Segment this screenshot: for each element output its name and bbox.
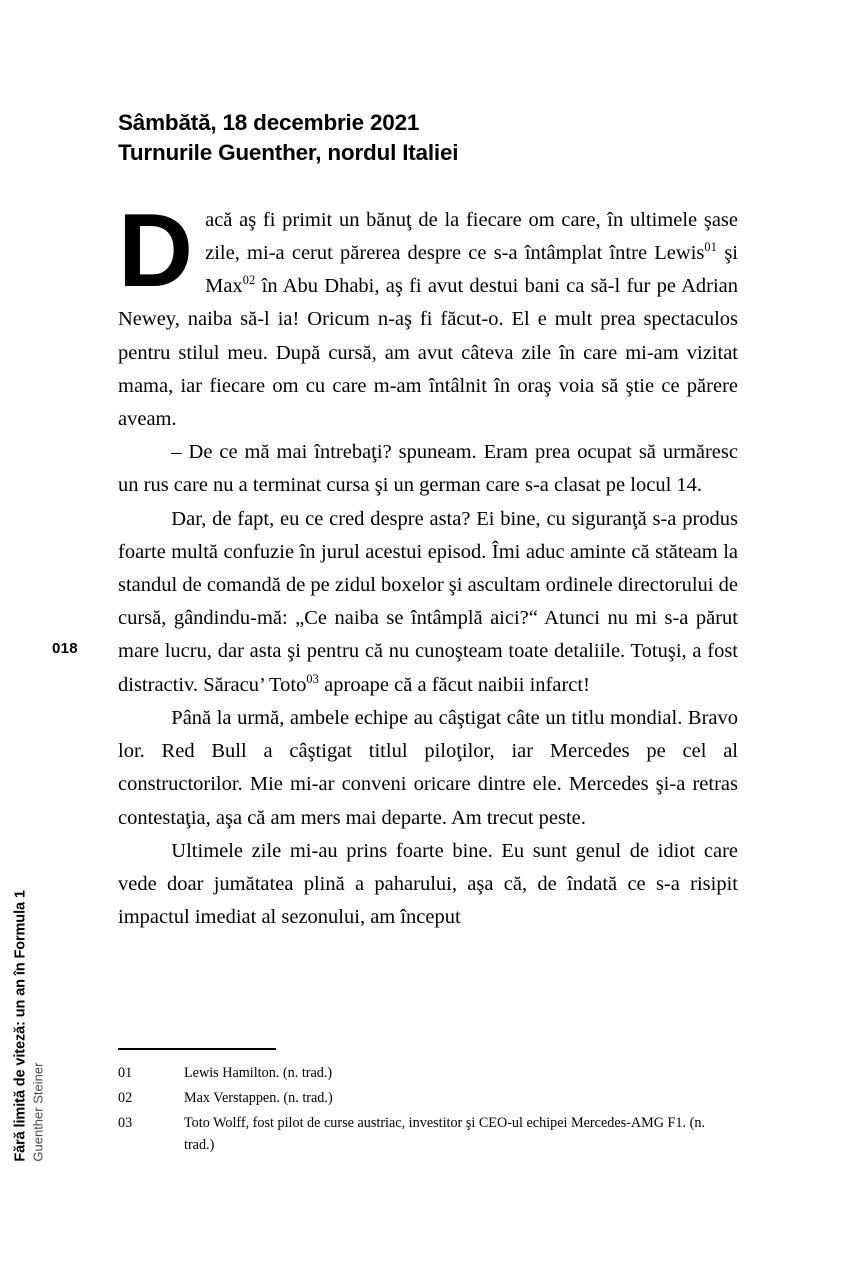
running-head-book-title: Fără limită de viteză: un an în Formula 1 <box>12 890 29 1162</box>
footnote-item <box>118 1087 738 1109</box>
paragraph-3 <box>118 503 738 702</box>
footnote-number: 02 <box>118 1089 133 1106</box>
page-title-location: Turnurile Guenther, nordul Italiei <box>118 139 459 165</box>
footnote-number: 03 <box>118 1114 133 1131</box>
footnote-ref-01: 01 <box>704 240 718 255</box>
page-number: 018 <box>52 640 78 657</box>
footnote-ref-02: 02 <box>242 273 256 288</box>
paragraph-1-part-2: şi Max <box>205 242 738 298</box>
paragraph-1-part-3: în Abu Dhabi, aş fi avut destui bani ca să-l fur pe Adrian Newey, naiba să-l ia! Oricum n-aş fi făcut-o. El e mult prea spectaculos pentru stilul meu. După cursă, am avut câteva zile în care mi-am vizitat mama, iar fiecare om cu care m-am întâlnit în oraş voia să ştie ce părere aveam. <box>118 275 738 431</box>
paragraph-4: Până la urmă, ambele echipe au câştigat câte un titlu mondial. Bravo lor. Red Bull a câştigat titlul piloţilor, iar Mercedes pe cel al constructorilor. Mie mi-ar conveni oricare dintre ele. Mercedes şi-a retras contestaţia, aşa că am mers mai departe. Am trecut peste. <box>118 706 738 829</box>
page-content <box>118 108 738 934</box>
footnote-item <box>118 1112 738 1156</box>
drop-cap: D <box>118 192 192 309</box>
footnote-text: Lewis Hamilton. (n. trad.) <box>184 1064 333 1081</box>
footnotes-section <box>118 1048 738 1159</box>
paragraph-3-part-1: Dar, de fapt, eu ce cred despre asta? Ei bine, cu siguranţă s-a produs foarte multă confuzie în jurul acestui episod. Îmi aduc aminte că stăteam la standul de comandă de pe zidul boxelor şi ascultam ordinele directorului de cursă, gândindu-mă: „Ce naiba se întâmplă aici?“ Atunci nu mi s-a părut mare lucru, dar asta şi pentru că nu cunoşteam toate detaliile. Totuşi, a fost distractiv. Săracu’ Toto <box>118 507 738 696</box>
footnote-rule <box>118 1048 276 1050</box>
page-title <box>118 108 738 168</box>
page-title-date: Sâmbătă, 18 decembrie 2021 <box>118 110 420 135</box>
paragraph-5: Ultimele zile mi-au prins foarte bine. Eu sunt genul de idiot care vede doar jumătatea plină a paharului, aşa că, de îndată ce s-a risipit impactul imediat al sezonului, am început <box>118 839 738 929</box>
running-head-author: Guenther Steiner <box>30 1062 46 1162</box>
running-head-sidebar <box>12 891 46 1162</box>
footnote-text: Max Verstappen. (n. trad.) <box>184 1089 333 1106</box>
footnote-item <box>118 1062 738 1084</box>
paragraph-2: – De ce mă mai întrebaţi? spuneam. Eram prea ocupat să urmăresc un rus care nu a terminat cursa şi un german care s-a clasat pe locul 14. <box>118 441 738 497</box>
footnote-number: 01 <box>118 1064 133 1081</box>
paragraph-1 <box>118 192 738 436</box>
footnote-text: Toto Wolff, fost pilot de curse austriac, investitor şi CEO-ul echipei Mercedes-AMG F1. (n. trad.) <box>184 1114 705 1153</box>
paragraph-1-part-1: acă aş fi primit un bănuţ de la fiecare om care, în ultimele şase zile, mi-a cerut părerea despre ce s-a întâmplat între Lewis <box>205 208 738 265</box>
footnote-ref-03: 03 <box>306 671 320 686</box>
body-text <box>118 192 738 934</box>
paragraph-3-part-2: aproape că a făcut naibii infarct! <box>319 673 590 696</box>
